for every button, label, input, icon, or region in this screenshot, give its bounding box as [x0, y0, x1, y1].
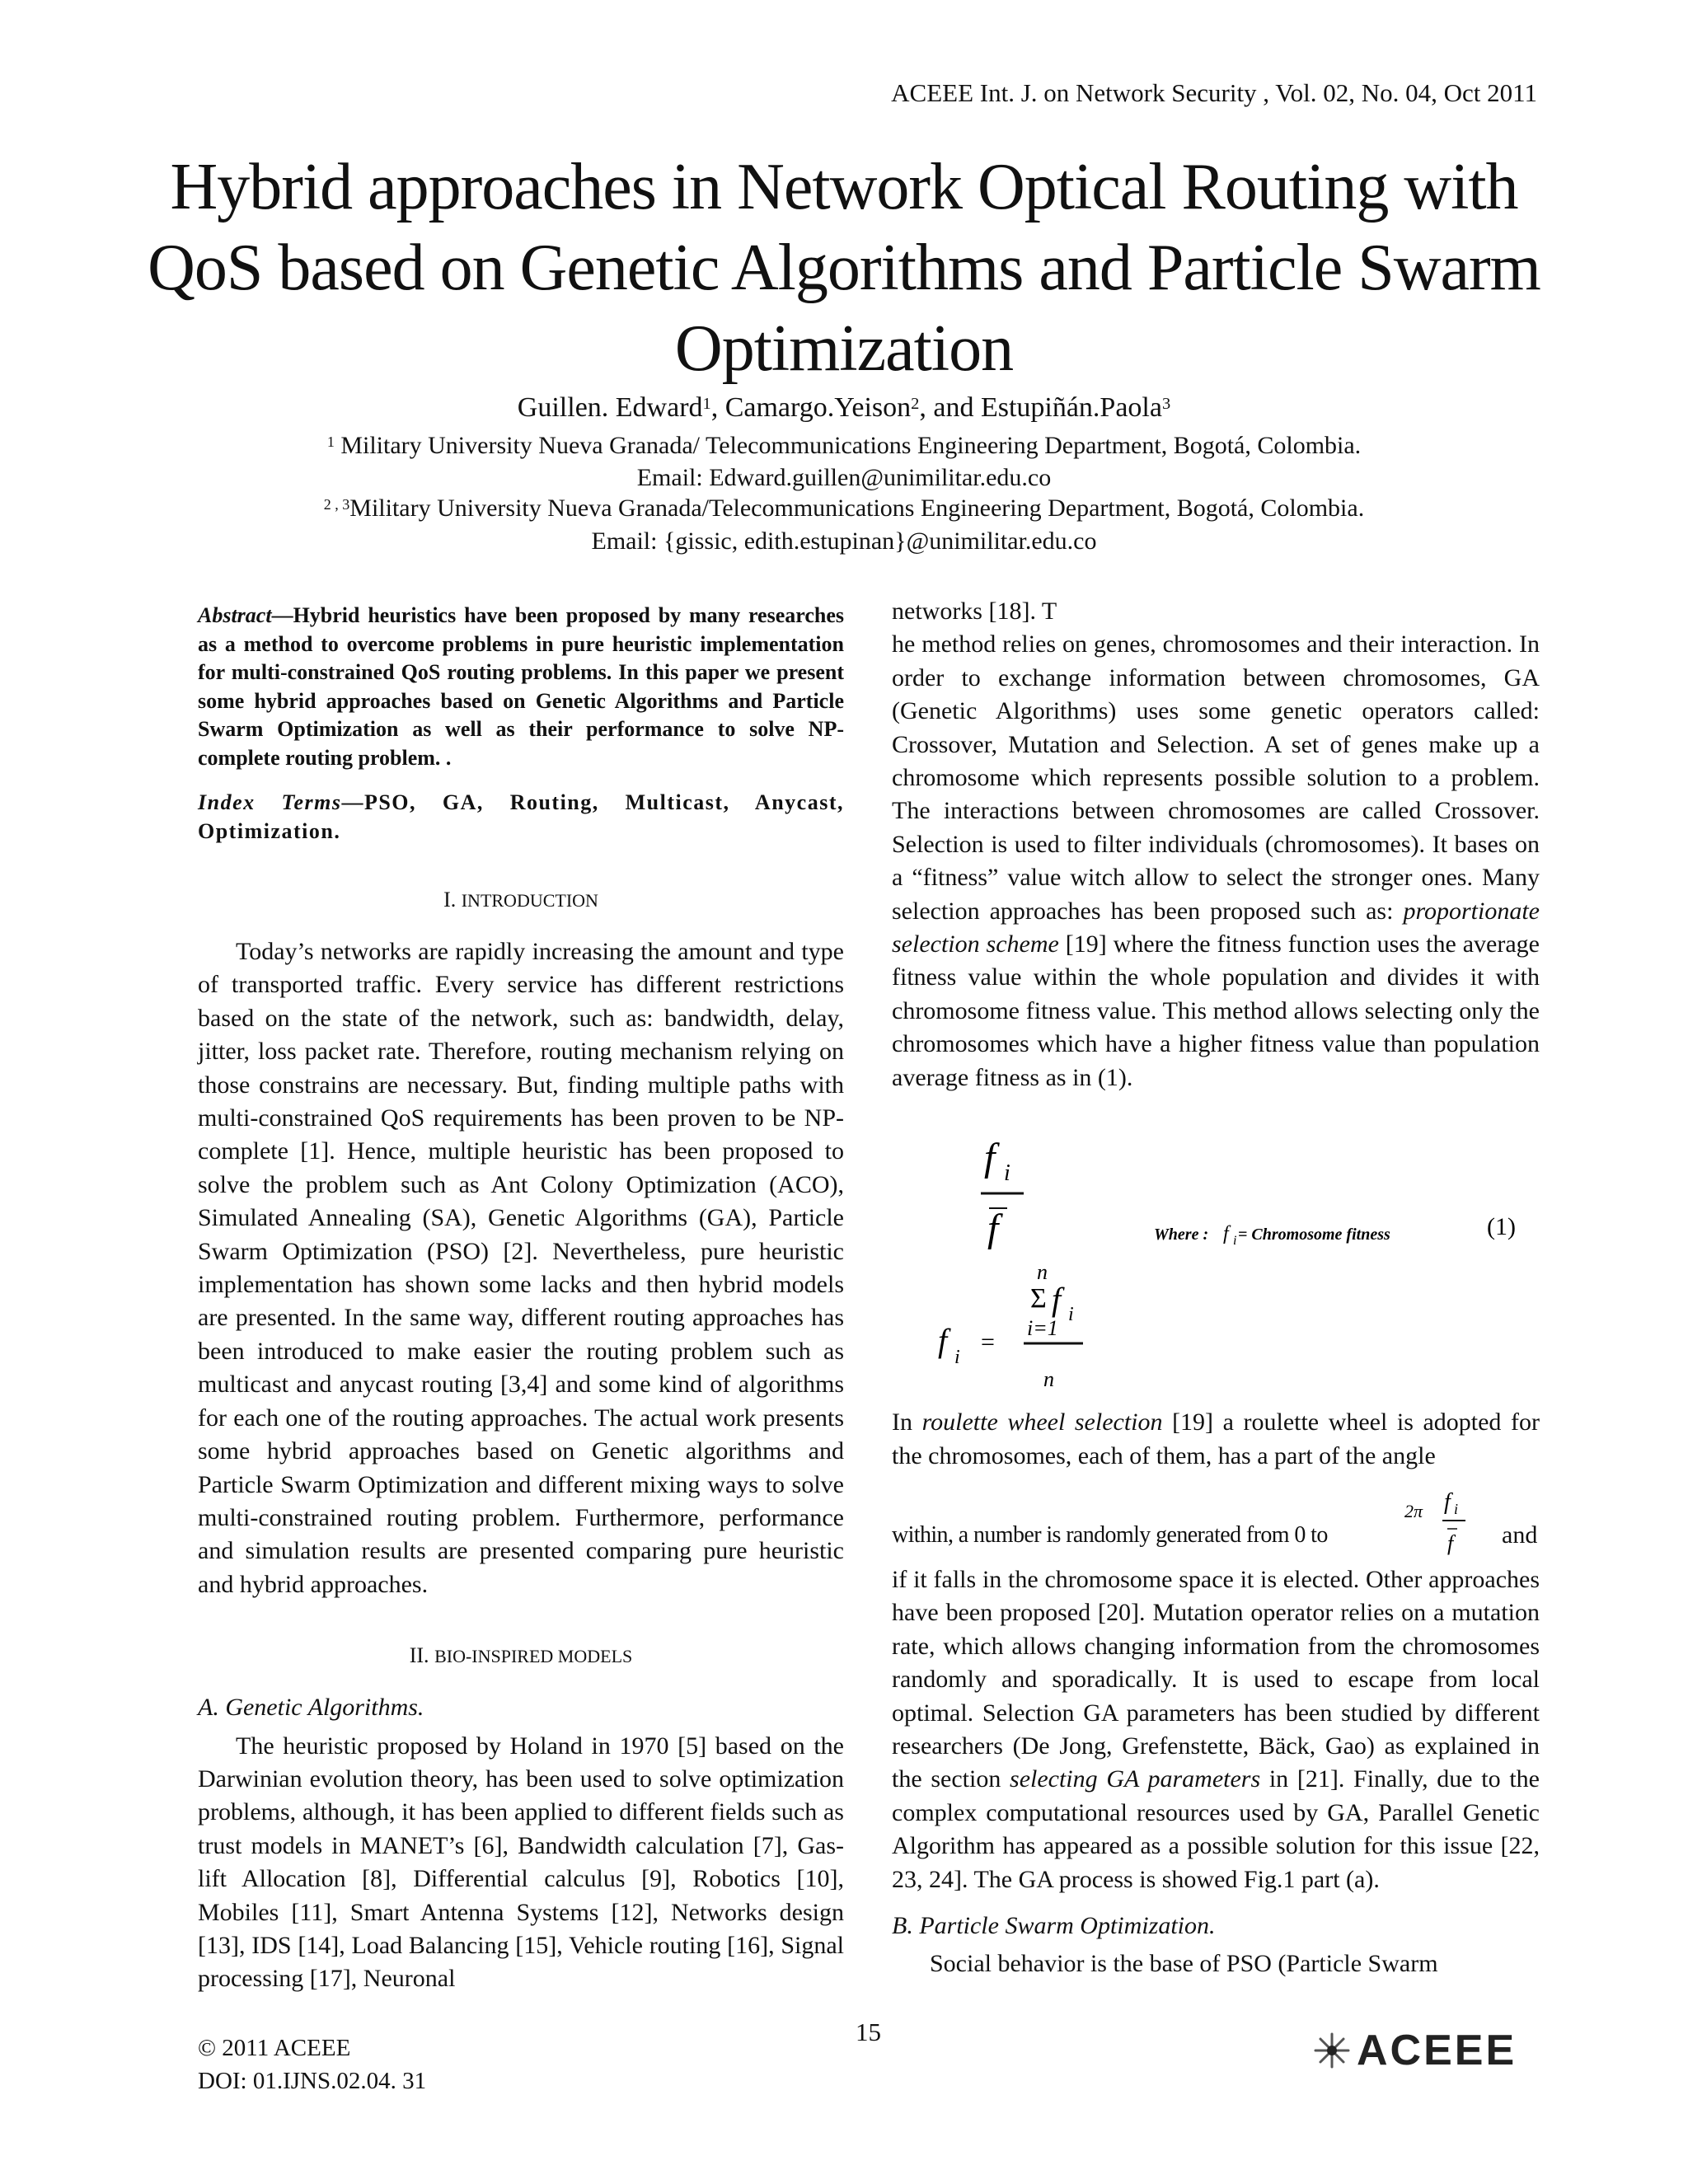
abstract-label: Abstract [198, 603, 272, 627]
paper-title [124, 147, 1564, 389]
section-1-number: I. [443, 888, 462, 912]
eq-equals: = [981, 1329, 995, 1357]
eq-fbar: f [987, 1207, 999, 1251]
section-2-title: BIO-INSPIRED MODELS [434, 1646, 633, 1667]
aceee-logo-text: ACEEE [1357, 2027, 1517, 2074]
title-line-3: Optimization [674, 312, 1014, 385]
mutation-paragraph [892, 1563, 1540, 1896]
angle-fraction [1403, 1484, 1469, 1563]
index-terms [198, 789, 844, 846]
angle-fi-sub: i [1454, 1500, 1459, 1517]
right-column [892, 595, 1540, 1981]
footer-info [198, 2032, 426, 2097]
author-list [124, 392, 1564, 424]
eq-sigma: Σ [1030, 1283, 1047, 1315]
ga-description-paragraph [892, 628, 1540, 1094]
title-line-1: Hybrid approaches in Network Optical Routing with [170, 151, 1518, 223]
author-2: , Camargo.Yeison [710, 392, 912, 423]
eq-where-fi: f [1223, 1223, 1229, 1245]
subsection-pso: B. Particle Swarm Optimization. [892, 1911, 1216, 1939]
angle-fbar: f [1447, 1530, 1454, 1555]
eq-fi-left-sub: i [954, 1347, 960, 1369]
proportionate-selection-term: proportionate selection scheme [892, 897, 1540, 958]
subsection-genetic-algorithms: A. Genetic Algorithms. [198, 1694, 424, 1722]
eq-where-desc: = Chromosome fitness [1238, 1226, 1390, 1244]
author-1-sup: 1 [702, 394, 711, 413]
angle-2pi: 2π [1404, 1500, 1423, 1521]
section-heading-introduction [198, 883, 844, 917]
index-terms-label: Index Terms [198, 790, 342, 814]
eq-fi-top-sub: i [1004, 1160, 1010, 1187]
ga-description-text: he method relies on genes, chromosomes and their interaction. In order to exchange information between chromosomes, GA (Genetic Algorithms) uses some genetic operators called: Crossover, Mutation and Selection. A set of genes make up a chromosome which represents possible solution to a problem. The interactions between chromosomes are called Crossover. Selection is used to filter individuals (chromosomes). It bases on a “fitness” value witch allow to select the stronger ones. Many selection approaches has been proposed such as: [892, 630, 1540, 925]
copyright: © 2011 ACEEE [198, 2035, 351, 2061]
affiliation-1 [124, 432, 1564, 460]
abstract-text: —Hybrid heuristics have been proposed by many researches as a method to overcome problems in pure heuristic implementation for multi-constrained QoS routing problems. In this paper we present some hybrid approaches based on Genetic Algorithms and Particle Swarm Optimization as well as their performance to solve NP-complete routing problem. . [198, 603, 844, 770]
ga-description-end: [19] where the fitness function uses the average fitness value within the whole population and divides it with chromosome fitness value. This method allows selecting only the chromosomes which have a higher fitness value than population average fitness as in (1). [892, 930, 1540, 1091]
eq-i-eq-1: i=1 [1027, 1316, 1058, 1341]
genetic-algorithms-paragraph: The heuristic proposed by Holand in 1970 [5] based on the Darwinian evolution theory, has been used to solve optimization problems, although, it has been applied to different fields such as trust models in MANET’s [6], Bandwidth calculation [7], Gas-lift Allocation [8], Differential calculus [9], Robotics [10], Mobiles [11], Smart Antenna Systems [12], Networks design [13], IDS [14], Load Balancing [15], Vehicle routing [16], Signal processing [17], Neuronal [198, 1732, 844, 1993]
eq-sum-fi-sub: i [1068, 1304, 1074, 1326]
eq-number: (1) [1487, 1213, 1516, 1241]
mutation-text: if it falls in the chromosome space it is elected. Other approaches have been proposed [20]. Mutation operator relies on a mutation rate, which allows changing information from the chromosomes randomly and sporadically. It is used to escape from local optimal. Selection GA parameters has been studied by different researchers (De Jong, Grefenstette, Bäck, Gao) as explained in the section [892, 1565, 1540, 1793]
eq-sum-fi: f [1052, 1281, 1062, 1319]
roulette-text-b: [19] a roulette wheel is adopted for the chromosomes, each of them, has a part of the angle [892, 1408, 1540, 1469]
author-1: Guillen. Edward [517, 392, 703, 423]
aceee-logo-icon [1311, 2029, 1353, 2072]
left-column [198, 602, 844, 1996]
eq-fi-left: f [938, 1322, 948, 1360]
roulette-term: roulette wheel selection [921, 1408, 1163, 1436]
author-3-sup: 3 [1161, 394, 1171, 413]
author-3: , and Estupiñán.Paola [919, 392, 1162, 423]
roulette-paragraph [892, 1406, 1540, 1473]
section-2-number: II. [409, 1643, 435, 1668]
section-heading-bio-inspired [198, 1639, 844, 1673]
aceee-logo [1311, 2026, 1517, 2075]
affiliation-2-text: Military University Nueva Granada/Telecommunications Engineering Department, Bogotá, Colombia. [349, 494, 1365, 522]
email-1: Email: Edward.guillen@unimilitar.edu.co [636, 464, 1052, 491]
equation-1-graphic [892, 1113, 1540, 1398]
equation-1 [892, 1113, 1540, 1398]
eq-n-top: n [1037, 1260, 1048, 1285]
affiliation-2-sup: 2 , 3 [323, 495, 350, 513]
networks-line: networks [18]. T [892, 598, 1057, 625]
title-line-2: QoS based on Genetic Algorithms and Particle Swarm [148, 232, 1540, 304]
selecting-ga-term: selecting GA parameters [1010, 1765, 1261, 1793]
doi: DOI: 01.IJNS.02.04. 31 [198, 2068, 427, 2094]
journal-header: ACEEE Int. J. on Network Security , Vol. 02, No. 04, Oct 2011 [891, 78, 1537, 107]
page-number: 15 [856, 2018, 881, 2046]
affiliation-1-sup: 1 [326, 433, 335, 450]
introduction-paragraph: Today’s networks are rapidly increasing the amount and type of transported traffic. Every service has different restrictions based on the state of the network, such as: bandwidth, delay, jitter, loss packet rate. Therefore, routing mechanism relying on those constrains are necessary. But, finding multiple paths with multi-constrained QoS requirements has been proven to be NP-complete [1]. Hence, multiple heuristic has been proposed to solve the problem such as Ant Colony Optimization (ACO), Simulated Annealing (SA), Genetic Algorithms (GA), Particle Swarm Optimization (PSO) [2]. Nevertheless, pure heuristic implementation has shown some lacks and then hybrid models are presented. In the same way, different routing approaches has been introduced to make easier the routing problem such as multicast and anycast routing [3,4] and some kind of algorithms for each one of the routing approaches. The actual work presents some hybrid approaches based on Genetic algorithms and Particle Swarm Optimization and different mixing ways to solve multi-constrained routing problem. Furthermore, performance and simulation results are presented comparing pure heuristic and hybrid approaches. [198, 938, 844, 1598]
abstract [198, 602, 844, 772]
angle-fi: f [1444, 1488, 1451, 1515]
eq-fi-top: f [984, 1136, 996, 1180]
section-1-title: INTRODUCTION [461, 890, 598, 911]
affiliation-2 [124, 494, 1564, 523]
eq-where-fi-sub: i [1233, 1234, 1237, 1249]
roulette-angle-row [892, 1484, 1540, 1563]
email-2: Email: {gissic, edith.estupinan}@unimilitar.edu.co [591, 527, 1097, 555]
roulette-and: and [1502, 1521, 1538, 1549]
eq-where: Where : [1154, 1226, 1209, 1244]
author-2-sup: 2 [911, 394, 920, 413]
affiliation-1-text: Military University Nueva Granada/ Telecommunications Engineering Department, Bogotá, Colombia. [334, 432, 1362, 459]
mutation-text-end: in [21]. Finally, due to the complex computational resources used by GA, Parallel Genetic Algorithm has appeared as a possible solution for this issue [22, 23, 24]. The GA process is showed Fig.1 part (a). [892, 1765, 1540, 1893]
index-terms-text: —PSO, GA, Routing, Multicast, Anycast, Optimization. [198, 790, 844, 843]
roulette-text-a: In [892, 1408, 922, 1436]
eq-n-bottom: n [1043, 1367, 1054, 1392]
pso-paragraph: Social behavior is the base of PSO (Particle Swarm [930, 1950, 1438, 1978]
roulette-within-text: within, a number is randomly generated from 0 to [892, 1521, 1328, 1548]
